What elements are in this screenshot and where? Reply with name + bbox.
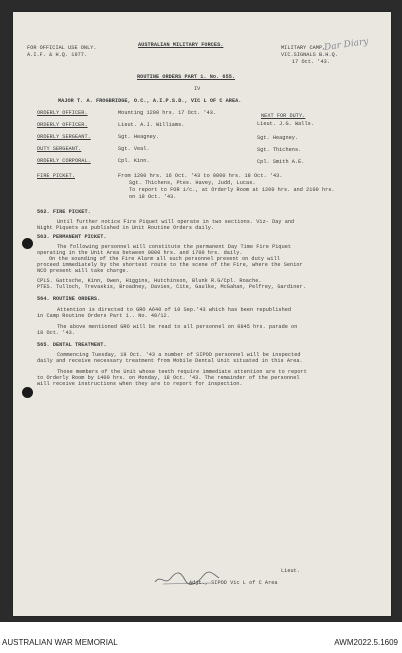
- duty-value: Lieut. A.J. Williams.: [118, 122, 185, 128]
- personnel-list: PTES. Tulloch, Trevaskis, Broadney, Davies, Cite, Gaulke, McGahan, Pelfrey, Gardiner.: [37, 284, 306, 290]
- section-heading: 564. ROUTINE ORDERS.: [37, 296, 101, 302]
- header-location-1: MILITARY CAMP,: [281, 45, 326, 51]
- duty-value: Cpl. Kinn.: [118, 158, 150, 164]
- duty-next: Lieut. J.G. Walls.: [257, 121, 314, 127]
- header-reference: A.I.F. & H.Q. 1977.: [27, 52, 88, 58]
- duty-label: DUTY SERGEANT.: [37, 146, 82, 152]
- duty-next: Cpl. Smith A.E.: [257, 159, 305, 165]
- duty-value: Sgt. Veal.: [118, 146, 150, 152]
- paragraph-line: in Camp Routine Orders Part 1.. No. 40/12.: [37, 313, 170, 319]
- section-heading: 563. PERMANENT PICKET.: [37, 234, 107, 240]
- paragraph-line: daily and receive necessary treatment from Mobile Dental Unit situated in this Area.: [37, 358, 303, 364]
- punch-hole: [22, 238, 33, 249]
- duty-next: Sgt. Thichens.: [257, 147, 302, 153]
- paragraph-line: NCO present will take charge.: [37, 268, 129, 274]
- paragraph-line: Night Piquets as published in Unit Routine Orders daily.: [37, 225, 215, 231]
- paragraph-line: Until further notice Fire Piquet will operate in two sections. Viz- Day and: [57, 219, 295, 225]
- section-mark: IV: [194, 86, 201, 92]
- duty-label: ORDERLY OFFICER.: [37, 110, 88, 116]
- duty-next: Sgt. Heagney.: [257, 135, 299, 141]
- signature-rank: Lieut.: [281, 568, 300, 574]
- section-heading: 565. DENTAL TREATMENT.: [37, 342, 107, 348]
- header-classification: FOR OFFICIAL USE ONLY.: [27, 45, 97, 51]
- paragraph-line: Those members of the Unit whose teeth require immediate attention are to report: [57, 369, 307, 375]
- paragraph-line: On the sounding of the Fire Alarm all such personnel present on duty will: [49, 256, 280, 262]
- fire-picket-line: Sgt. Thichens, Ptes. Havey, Judd, Lucas.: [129, 180, 256, 186]
- footer-institution: AUSTRALIAN WAR MEMORIAL: [2, 638, 118, 647]
- paragraph-line: The following personnel will constitute the permanent Day Time Fire Piquet: [57, 244, 292, 250]
- commander-line: MAJOR T. A. FROGBRIDGE, O.C., A.I.P.S.D., VIC L OF C AREA.: [58, 98, 242, 104]
- duty-label: ORDERLY CORPORAL.: [37, 158, 91, 164]
- signature-appointment: Adjt., SIPOD Vic L of C Area: [189, 580, 278, 586]
- footer-accession-number: AWM2022.5.1609: [334, 638, 398, 647]
- paragraph-line: to Orderly Room by 1400 hrs. on Monday, 18 Oct. '43. The remainder of the personnel: [37, 375, 300, 381]
- paragraph-line: proceed immediately by the shortest route to the scene of the Fire, where the Senior: [37, 262, 303, 268]
- document-page: [13, 12, 391, 616]
- personnel-list: CPLS. Gattsche, Kinn, Owen, Higgins, Hutchinson, Blunk R.G/Cpl. Roache.: [37, 278, 262, 284]
- paragraph-line: Attention is directed to GRO A640 of 10 Sep.'43 which has been republished: [57, 307, 292, 313]
- duty-next-heading: NEXT FOR DUTY.: [261, 113, 306, 119]
- paragraph-line: 18 Oct. '43.: [37, 330, 75, 336]
- paragraph-line: The above mentioned GRO will be read to all personnel on 0845 hrs. parade on: [57, 324, 298, 330]
- duty-label: ORDERLY OFFICER.: [37, 122, 88, 128]
- fire-picket-line: on 18 Oct. '43.: [129, 194, 177, 200]
- paragraph-line: will receive instructions when they are to report for inspection.: [37, 381, 243, 387]
- fire-picket-line: From 1200 hrs. 16 Oct. '43 to 0800 hrs. 18 Oct. '43.: [118, 173, 283, 179]
- handwritten-note: Dar Diary: [323, 36, 370, 54]
- section-heading: 562. FIRE PICKET.: [37, 209, 91, 215]
- fire-picket-line: To report to FOR i/c., at Orderly Room at 1200 hrs. and 2100 hrs.: [129, 187, 335, 193]
- duty-label: ORDERLY SERGEANT.: [37, 134, 91, 140]
- paragraph-line: operating in the Unit Area between 0800 hrs. and 1700 hrs. daily.: [37, 250, 243, 256]
- archive-footer: [0, 622, 402, 653]
- duty-value: Sgt. Heagney.: [118, 134, 160, 140]
- orders-title: ROUTINE ORDERS PART 1. No. 655.: [137, 74, 236, 80]
- paragraph-line: Commencing Tuesday, 19 Oct. '43 a number of SIPOD personnel will be inspected: [57, 352, 301, 358]
- punch-hole: [22, 387, 33, 398]
- fire-picket-label: FIRE PICKET.: [37, 173, 75, 179]
- duty-value: Mounting 1200 hrs. 17 Oct. '43.: [118, 110, 217, 116]
- header-title: AUSTRALIAN MILITARY FORCES.: [138, 42, 224, 48]
- header-date: 17 Oct. '43.: [292, 59, 330, 65]
- header-location-2: VIC.SIGNALS B.H.Q.: [281, 52, 338, 58]
